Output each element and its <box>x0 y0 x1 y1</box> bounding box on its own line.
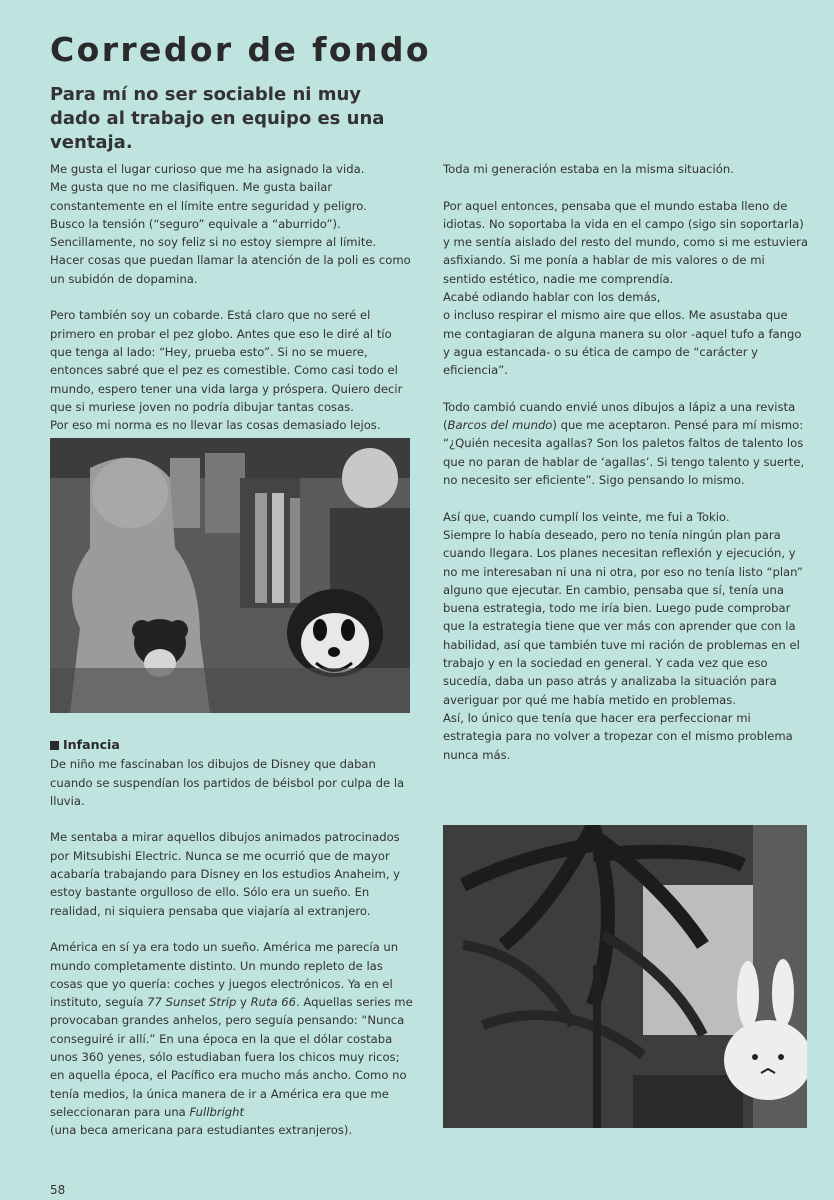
page-number: 58 <box>50 1183 66 1197</box>
page-subtitle: Para mí no ser sociable ni muy dado al trabajo en equipo es una ventaja. <box>50 84 385 153</box>
bullet-square-icon <box>50 741 59 750</box>
photo-plants <box>443 825 807 1128</box>
plants-image <box>443 825 807 1128</box>
paragraph: Toda mi generación estaba en la misma situación. <box>443 162 734 176</box>
paragraph: América en sí ya era todo un sueño. América me parecía un mundo completamente distinto. Un mundo repleto de las cosas que yo quería: coches y juegos electrónicos. Ya en el instituto, seguía 77 Sunset Strip y Ruta 66. Aquellas series me provocaban grandes anhelos, pero seguía pensando: “Nunca conseguiré ir allí.” En una época en la que el dólar costaba unos 360 yenes, sólo estudiaban fuera los chicos muy ricos; en aquella época, el Pacífico era mucho más ancho. Como no tenía medios, la única manera de ir a América era que me seleccionaran para una Fullbright (una beca americana para estudiantes extranjeros). <box>50 940 413 1138</box>
paragraph: Todo cambió cuando envié unos dibujos a lápiz a una revista (Barcos del mundo) que me aceptaron. Pensé para mí mismo: “¿Quién necesita agallas? Son los paletos faltos de talento los que no paran de hablar de ‘agallas’. Si tengo talento y suerte, no necesito ser eficiente”. Sigo pensando lo mismo. <box>443 399 805 488</box>
photo-figurines <box>50 438 410 713</box>
left-column-top <box>50 160 415 453</box>
paragraph: Así que, cuando cumplí los veinte, me fui a Tokio. Siempre lo había deseado, pero no tenía ningún plan para cuando llegara. Los planes necesitan reflexión y ejecución, y no me interesaban ni una ni otra, por eso no tenía listo “plan” alguno que ejecutar. En cambio, pensaba que sí, tenía una buena estrategia, todo me iría bien. Luego pude comprobar que la estrategia tiene que ver más con aprender que con la habilidad, así que también tuve mi ración de problemas en el trabajo y en la sociedad en general. Y cada vez que eso sucedía, daba un paso atrás y analizaba la situación para averiguar por qué me había metido en problemas. Así, lo único que tenía que hacer era perfeccionar mi estrategia para no volver a tropezar con el mismo problema nunca más. <box>443 509 803 762</box>
section-heading <box>50 736 415 754</box>
right-column <box>443 160 808 782</box>
paragraph: Por aquel entonces, pensaba que el mundo estaba lleno de idiotas. No soportaba la vida en el campo (sigo sin soportarla) y me sentía aislado del resto del mundo, como si me estuviera asfixiando. Si me ponía a hablar de mis valores o de mi sentido estético, nadie me comprendía. Acabé odiando hablar con los demás, o incluso respirar el mismo aire que ellos. Me asustaba que me contagiaran de alguna manera su olor -aquel tufo a fango y agua estancada- o su ética de campo de “carácter y eficiencia”. <box>443 198 808 378</box>
left-column-bottom <box>50 736 415 1158</box>
paragraph: De niño me fascinaban los dibujos de Disney que daban cuando se suspendían los partidos de béisbol por culpa de la lluvia. <box>50 757 405 808</box>
section-title: Infancia <box>63 737 120 752</box>
page-title: Corredor de fondo <box>50 30 431 69</box>
paragraph: Me gusta el lugar curioso que me ha asignado la vida. Me gusta que no me clasifiquen. Me gusta bailar constantemente en el límite entre seguridad y peligro. Busco la tensión (“seguro” equivale a “aburrido”). Sencillamente, no soy feliz si no estoy siempre al límite. Hacer cosas que puedan llamar la atención de la poli es como un subidón de dopamina. <box>50 162 411 286</box>
figurines-image <box>50 438 410 713</box>
paragraph: Pero también soy un cobarde. Está claro que no seré el primero en probar el pez globo. Antes que eso le diré al tío que tenga al lado: “Hey, prueba esto”. Si no se muere, entonces sabré que el pez es comestible. Como casi todo el mundo, espero tener una vida larga y próspera. Quiero decir que si muriese joven no podría dibujar tantas cosas. Por eso mi norma es no llevar las cosas demasiado lejos. <box>50 308 403 433</box>
paragraph: Me sentaba a mirar aquellos dibujos animados patrocinados por Mitsubishi Electric. Nunca se me ocurrió que de mayor acabaría trabajando para Disney en los estudios Anaheim, y estoy bastante orgulloso de ello. Sólo era un sueño. En realidad, ni siquiera pensaba que viajaría al extranjero. <box>50 830 401 918</box>
